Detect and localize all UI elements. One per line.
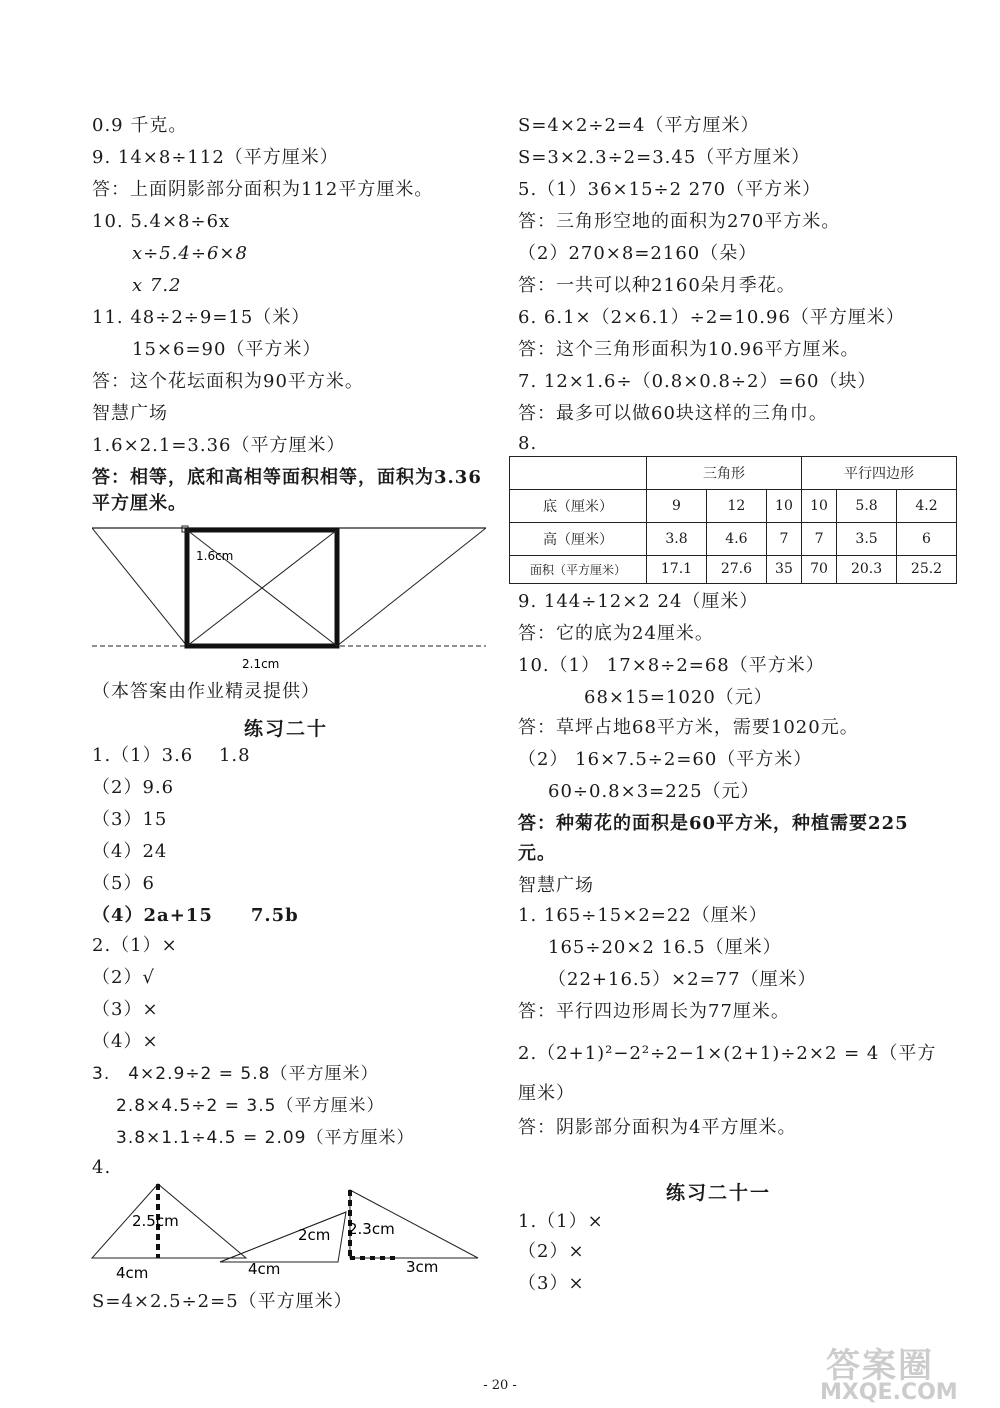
table-row [510,489,957,522]
text-line: 9. 14×8÷112（平方厘米） [92,147,339,168]
text-line: （22+16.5）×2=77（厘米） [548,969,817,990]
height-label: 1.6cm [196,549,234,563]
text-line: （2）× [518,1241,585,1262]
text-line: 答：草坪占地68平方米，需要1020元。 [518,717,859,738]
table-cell: 35 [766,555,801,583]
table-row-label: 底（厘米） [510,489,647,522]
t3-base-label: 3cm [406,1258,439,1276]
table-cell: 7 [801,522,836,555]
text-line: 6. 6.1×（2×6.1）÷2=10.96（平方厘米） [518,307,905,328]
t1-height-label: 2.5cm [132,1212,179,1230]
t1-base-label: 4cm [116,1264,149,1282]
table-cell: 70 [801,555,836,583]
table-cell: 10 [766,489,801,522]
table-row-label: 高（厘米） [510,522,647,555]
text-line: 1.6×2.1=3.36（平方厘米） [92,435,346,456]
table-cell: 6 [897,522,957,555]
text-line: 答：这个花坛面积为90平方米。 [92,371,364,392]
section-title: 练习二十 [244,718,329,740]
table-cell: 25.2 [897,555,957,583]
text-line: （2）√ [92,967,155,988]
text-line: 平方厘米。 [92,493,187,514]
watermark-url: MXQE.COM [820,1380,958,1405]
text-line: 15×6=90（平方米） [132,339,322,360]
text-line: 厘米） [518,1083,575,1104]
table-header-cell [510,457,647,490]
t3-height-label: 2.3cm [348,1220,395,1238]
text-line: x÷5.4÷6×8 [132,243,248,264]
triangles-figure [88,1178,488,1286]
table-cell: 3.5 [837,522,897,555]
table-cell: 17.1 [647,555,707,583]
section-label: 智慧广场 [92,403,168,424]
text-line: 答：种菊花的面积是60平方米，种植需要225 [518,813,909,834]
text-line: 9. 144÷12×2 24（厘米） [518,591,759,612]
table-cell: 5.8 [837,489,897,522]
text-line: 2.（1）× [92,935,178,956]
text-line: 3.8×1.1÷4.5 = 2.09（平方厘米） [116,1128,415,1148]
text-line: 答：上面阴影部分面积为112平方厘米。 [92,179,434,200]
text-line: 11. 48÷2÷9=15（米） [92,307,311,328]
table-cell: 9 [647,489,707,522]
text-line: 答：它的底为24厘米。 [518,623,714,644]
table-cell: 4.6 [706,522,766,555]
text-line: S=4×2÷2=4（平方厘米） [518,115,760,136]
table-cell: 27.6 [706,555,766,583]
text-line: （2）270×8=2160（朵） [518,243,758,264]
text-line: （3）15 [92,809,168,830]
answer-table [509,456,957,584]
text-line: 10.（1） 17×8÷2=68（平方米） [518,655,825,676]
text-line: 1. 165÷15×2=22（厘米） [518,905,768,926]
text-line: 165÷20×2 16.5（厘米） [548,937,782,958]
text-line: 3. 4×2.9÷2 = 5.8（平方厘米） [92,1064,379,1084]
page-number: - 20 - [483,1378,517,1393]
text-line: 60÷0.8×3=225（元） [548,781,760,802]
section-label: 智慧广场 [518,875,594,896]
table-header-row [510,457,957,490]
text-line: 68×15=1020（元） [584,687,773,708]
table-cell: 4.2 [897,489,957,522]
text-line: 2.8×4.5÷2 = 3.5（平方厘米） [116,1096,385,1116]
t2-base-label: 4cm [248,1260,281,1278]
table-header-cell: 平行四边形 [801,457,956,490]
text-line: 元。 [518,843,556,864]
parallelogram-figure [92,522,486,672]
text-line: （4）24 [92,841,168,862]
text-line: （3）× [518,1273,585,1294]
text-line: （2）9.6 [92,777,175,798]
text-line: 1.（1）3.6 1.8 [92,745,251,766]
text-line: 答：最多可以做60块这样的三角巾。 [518,403,828,424]
text-line: S=4×2.5÷2=5（平方厘米） [92,1291,353,1312]
text-line: （4）× [92,1031,159,1052]
table-cell: 12 [706,489,766,522]
text-line: 5.（1）36×15÷2 270（平方米） [518,179,822,200]
text-line: 2.（2+1)²−2²÷2−1×(2+1)÷2×2 = 4（平方 [518,1043,937,1064]
text-line: （3）× [92,999,159,1020]
text-line: 答：阴影部分面积为4平方厘米。 [518,1117,797,1138]
text-line: 答：一共可以种2160朵月季花。 [518,275,796,296]
watermark-logo: 答案圈 [826,1346,934,1386]
table-row-label: 面积（平方厘米） [510,555,647,583]
text-line: S=3×2.3÷2=3.45（平方厘米） [518,147,811,168]
text-line: 10. 5.4×8÷6x [92,211,231,232]
base-label: 2.1cm [242,657,280,671]
text-line: 0.9 千克。 [92,115,188,136]
text-line: （2） 16×7.5÷2=60（平方米） [518,749,813,770]
table-row [510,555,957,583]
table-cell: 10 [801,489,836,522]
text-line: 答：平行四边形周长为77厘米。 [518,1001,790,1022]
text-line: 答：这个三角形面积为10.96平方厘米。 [518,339,860,360]
text-line: 4. [92,1157,112,1178]
table-header-cell: 三角形 [647,457,802,490]
credit-note: （本答案由作业精灵提供） [92,681,320,702]
text-line: （4）2a+15 7.5b [92,905,299,926]
text-line: 8. [518,433,538,454]
text-line: x 7.2 [132,275,182,296]
t2-side-label: 2cm [298,1226,331,1244]
text-line: 1.（1）× [518,1211,604,1232]
text-line: 7. 12×1.6÷（0.8×0.8÷2）=60（块） [518,371,877,392]
text-line: 答：相等，底和高相等面积相等，面积为3.36 [92,467,482,488]
text-line: 答：三角形空地的面积为270平方米。 [518,211,841,232]
table-cell: 20.3 [837,555,897,583]
table-cell: 7 [766,522,801,555]
table-cell: 3.8 [647,522,707,555]
table-row [510,522,957,555]
section-title: 练习二十一 [666,1182,772,1204]
text-line: （5）6 [92,873,155,894]
